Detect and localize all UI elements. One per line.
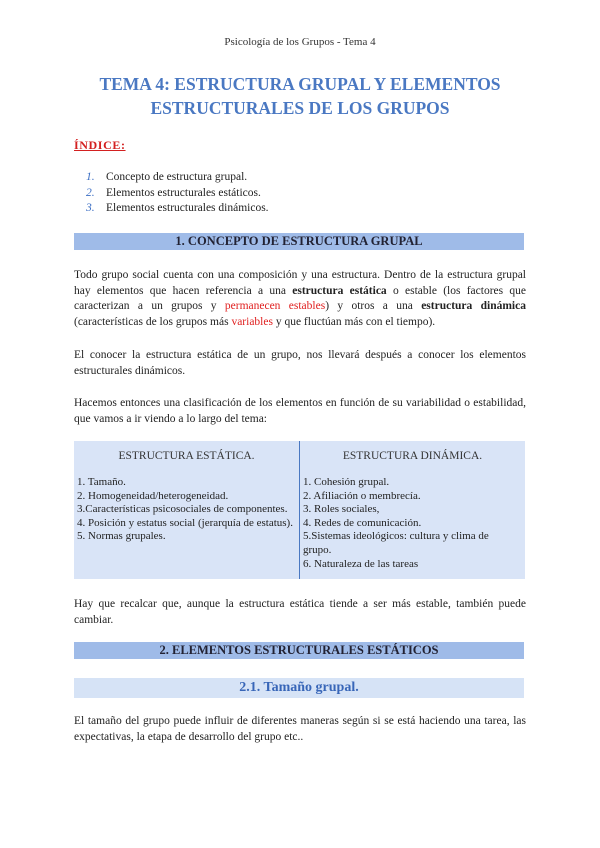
subsection-2-1-heading: 2.1. Tamaño grupal. xyxy=(74,678,524,698)
section-1-heading: 1. CONCEPTO DE ESTRUCTURA GRUPAL xyxy=(74,233,524,250)
static-item: 4. Posición y estatus social (jerarquía de estatus). xyxy=(77,516,293,529)
highlight-stable: permanecen estables xyxy=(224,300,326,312)
structure-table xyxy=(74,441,525,579)
index-item-text: Elementos estructurales dinámicos. xyxy=(106,202,269,214)
index-item-number: 3. xyxy=(86,202,95,214)
index-item-number: 1. xyxy=(86,171,95,183)
section-2-paragraph-1: El tamaño del grupo puede influir de diferentes maneras según si se está haciendo una tarea, las expectativas, la etapa de desarrollo del grupo etc.. xyxy=(74,715,526,743)
static-item: 3.Características psicosociales de componentes. xyxy=(77,503,288,516)
index-list xyxy=(86,170,269,217)
dynamic-item: 1. Cohesión grupal. xyxy=(303,476,390,488)
bold-term-dynamic: estructura dinámica xyxy=(421,300,526,312)
static-item: 2. Homogeneidad/heterogeneidad. xyxy=(77,489,229,502)
section-1-paragraph-1 xyxy=(74,268,526,330)
dynamic-structure-header: ESTRUCTURA DINÁMICA. xyxy=(342,450,483,462)
text-run: ) y otros a una xyxy=(325,300,422,312)
index-item-text: Concepto de estructura grupal. xyxy=(106,171,248,183)
index-heading: ÍNDICE: xyxy=(74,138,126,152)
text-run: o estable (los factores que caracterizan a un grupos y xyxy=(74,284,527,312)
text-run: (características de los grupos más xyxy=(74,315,232,328)
index-item xyxy=(86,201,269,217)
dynamic-structure-list xyxy=(300,476,525,571)
index-item-number: 2. xyxy=(86,186,95,199)
text-run: Todo grupo social cuenta con una composición y una estructura. Dentro de la estructura grupal hay elementos que hacen referencia a una xyxy=(74,269,526,297)
dynamic-item: 6. Naturaleza de las tareas xyxy=(303,557,419,570)
text-run: y que fluctúan más con el tiempo). xyxy=(272,315,436,328)
dynamic-item: 4. Redes de comunicación. xyxy=(303,516,422,529)
index-item-text: Elementos estructurales estáticos. xyxy=(106,186,261,199)
bold-term-static: estructura estática xyxy=(292,284,387,297)
index-item xyxy=(86,186,269,202)
section-2-heading: 2. ELEMENTOS ESTRUCTURALES ESTÁTICOS xyxy=(74,642,524,659)
section-1-paragraph-2: El conocer la estructura estática de un grupo, nos llevará después a conocer los elementos estructurales dinámicos. xyxy=(74,349,526,377)
dynamic-item: 5.Sistemas ideológicos: cultura y clima de grupo. xyxy=(303,530,489,556)
closing-paragraph: Hay que recalcar que, aunque la estructura estática tiende a ser más estable, también puede cambiar. xyxy=(74,598,526,626)
dynamic-item: 3. Roles sociales, xyxy=(303,503,380,516)
index-item xyxy=(86,170,269,186)
static-item: 5. Normas grupales. xyxy=(77,530,166,543)
static-structure-list xyxy=(74,476,299,544)
title-line-1: TEMA 4: ESTRUCTURA GRUPAL Y ELEMENTOS xyxy=(99,74,501,94)
highlight-variable: variables xyxy=(231,315,273,328)
dynamic-structure-column xyxy=(300,441,525,579)
running-header: Psicología de los Grupos - Tema 4 xyxy=(224,36,376,48)
dynamic-item: 2. Afiliación o membrecía. xyxy=(303,489,421,502)
document-title xyxy=(60,72,540,120)
section-1-paragraph-3: Hacemos entonces una clasificación de los elementos en función de su variabilidad o estabilidad, que vamos a ir viendo a lo largo del tema: xyxy=(74,397,526,425)
static-structure-column xyxy=(74,441,299,579)
static-item: 1. Tamaño. xyxy=(77,476,126,488)
static-structure-header: ESTRUCTURA ESTÁTICA. xyxy=(118,450,255,462)
title-line-2: ESTRUCTURALES DE LOS GRUPOS xyxy=(150,98,450,118)
